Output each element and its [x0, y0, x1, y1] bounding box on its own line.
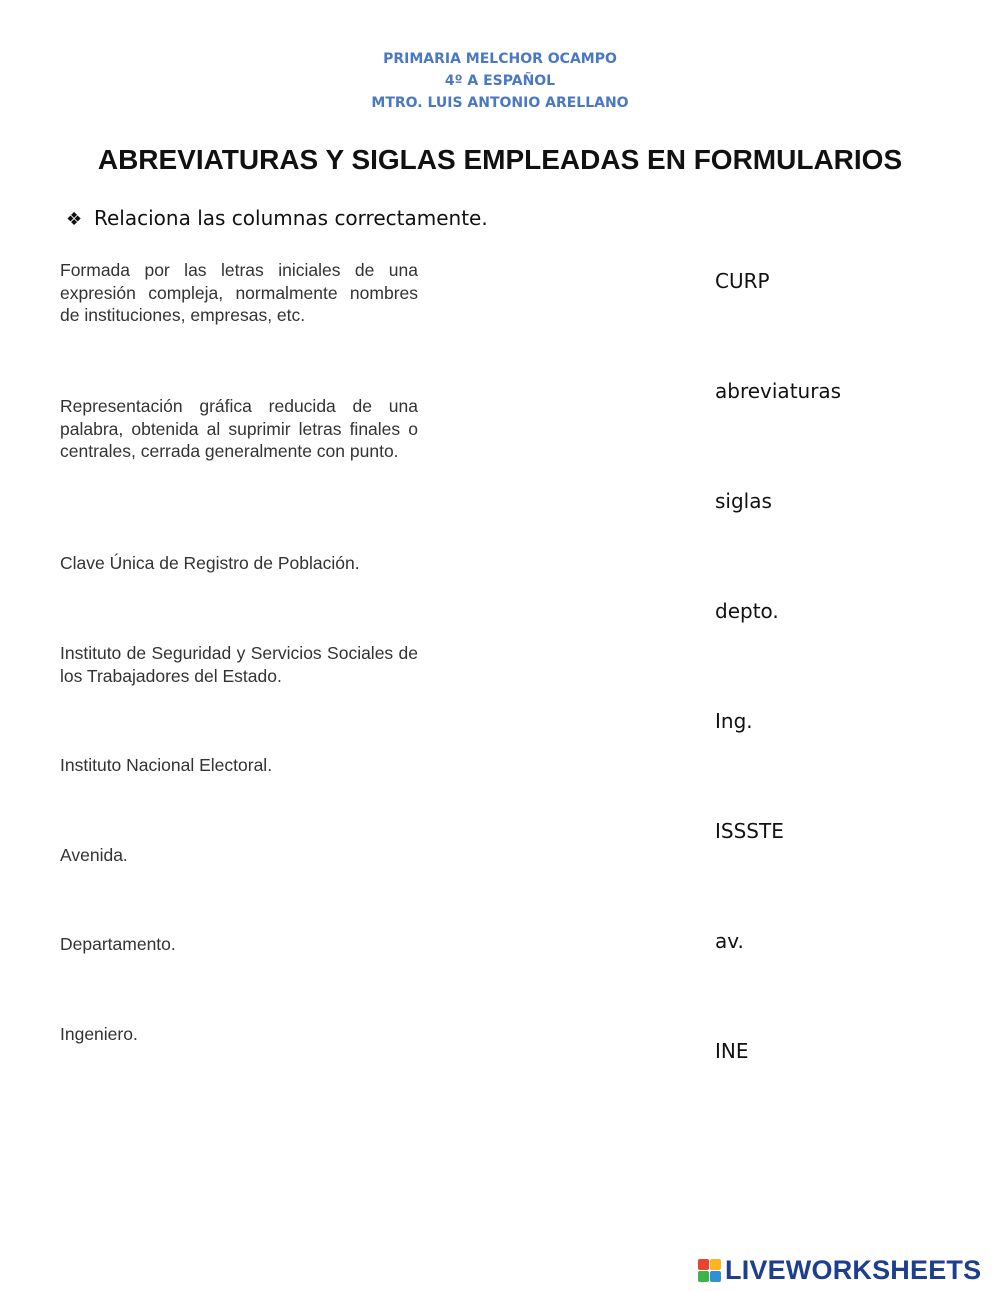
instruction [66, 204, 488, 234]
definition-item[interactable]: Formada por las letras iniciales de una expresión compleja, normalmente nombres de instituciones, empresas, etc. [60, 260, 418, 325]
definition-item[interactable]: Instituto Nacional Electoral. [60, 755, 273, 775]
term-item[interactable]: INE [715, 1039, 749, 1063]
term-item[interactable]: CURP [715, 269, 770, 293]
definition-item[interactable]: Clave Única de Registro de Población. [60, 553, 360, 573]
diamond-bullet-icon: ❖ [66, 209, 83, 230]
term-item[interactable]: siglas [715, 489, 772, 513]
worksheet-header [0, 48, 1000, 114]
term-item[interactable]: abreviaturas [715, 379, 842, 403]
logo-text: LIVEWORKSHEETS [725, 1254, 982, 1285]
logo-square [698, 1259, 709, 1270]
school-name: PRIMARIA MELCHOR OCAMPO [383, 51, 617, 67]
teacher-name: MTRO. LUIS ANTONIO ARELLANO [371, 95, 629, 111]
term-item[interactable]: Ing. [715, 709, 753, 733]
worksheet-title: ABREVIATURAS Y SIGLAS EMPLEADAS EN FORMULARIOS [97, 144, 903, 175]
term-item[interactable]: av. [715, 929, 744, 953]
definition-item[interactable]: Ingeniero. [60, 1024, 138, 1044]
liveworksheets-mark-icon [698, 1259, 721, 1282]
grade-subject: 4º A ESPAÑOL [444, 73, 556, 89]
logo-square [710, 1259, 721, 1270]
liveworksheets-logo [698, 1254, 981, 1286]
instruction-text: Relaciona las columnas correctamente. [94, 206, 488, 230]
definition-item[interactable]: Instituto de Seguridad y Servicios Sociales de los Trabajadores del Estado. [60, 643, 418, 686]
definition-item[interactable]: Avenida. [60, 845, 128, 865]
term-item[interactable]: ISSSTE [715, 819, 784, 843]
logo-square [698, 1271, 709, 1282]
term-item[interactable]: depto. [715, 599, 779, 623]
definition-item[interactable]: Departamento. [60, 934, 176, 954]
logo-square [710, 1271, 721, 1282]
definition-item[interactable]: Representación gráfica reducida de una palabra, obtenida al suprimir letras finales o centrales, cerrada generalmente con punto. [60, 396, 418, 461]
